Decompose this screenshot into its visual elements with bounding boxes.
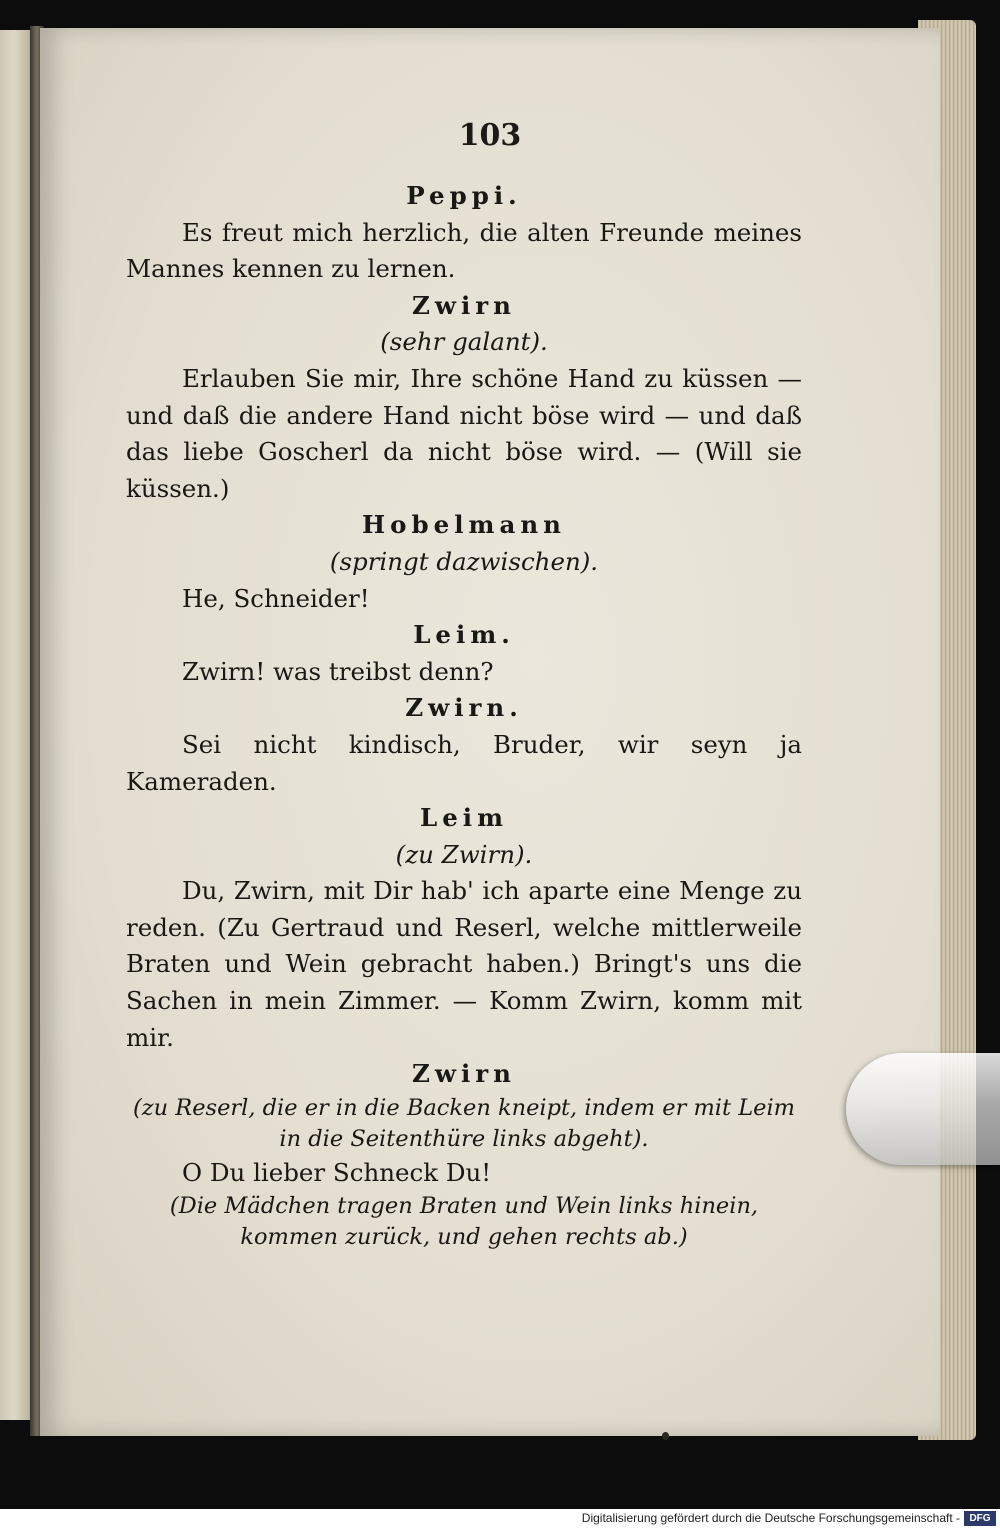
stage-direction: (springt dazwischen). [329, 546, 599, 576]
speaker-name: Hobelmann [362, 510, 566, 540]
speech-line: Sei nicht kindisch, Bruder, wir seyn ja Kameraden. [126, 729, 802, 796]
stage-direction: (zu Reserl, die er in die Backen kneipt, indem er mit Leim in die Seitenthüre links abgeht). [132, 1094, 795, 1152]
speaker-name: Zwirn. [405, 693, 523, 723]
funding-credit: Digitalisierung gefördert durch die Deutsche Forschungsgemeinschaft - [581, 1511, 960, 1525]
speaker-name: Leim. [413, 620, 515, 650]
speaker-name: Zwirn [411, 290, 516, 320]
speech-line: O Du lieber Schneck Du! [182, 1157, 492, 1187]
speech-line: Es freut mich herzlich, die alten Freunde meines Mannes kennen zu lernen. [126, 217, 802, 284]
speaker-name: Peppi. [406, 181, 522, 210]
stage-direction: (Die Mädchen tragen Braten und Wein links hinein, kommen zurück, und gehen rechts ab.) [169, 1193, 759, 1251]
dfg-logo: DFG [964, 1511, 996, 1526]
clear-page-tab [846, 1053, 1000, 1165]
speech-line: Du, Zwirn, mit Dir hab' ich aparte eine Menge zu reden. (Zu Gertraud und Reserl, welche mittlerweile Braten und Wein gebracht haben.) Bringt's uns die Sachen in mein Zimmer. — Komm Zwirn, komm mit mir. [126, 876, 802, 1052]
stage-direction: (sehr galant). [380, 327, 548, 357]
ink-speck [662, 1432, 669, 1440]
speech-line: He, Schneider! [182, 583, 370, 613]
book-page [40, 28, 940, 1436]
speaker-name: Leim [419, 803, 509, 833]
stage-direction: (zu Zwirn). [395, 839, 533, 869]
page-text [126, 178, 802, 1253]
speech-line: Zwirn! was treibst denn? [182, 656, 494, 686]
speaker-name: Zwirn [411, 1059, 516, 1089]
page-number: 103 [458, 118, 522, 153]
footer-bar [0, 1509, 1000, 1529]
speech-line: Erlauben Sie mir, Ihre schöne Hand zu küssen — und daß die andere Hand nicht böse wird — und daß das liebe Goscherl da nicht böse wird. — (Will sie küssen.) [126, 363, 802, 503]
